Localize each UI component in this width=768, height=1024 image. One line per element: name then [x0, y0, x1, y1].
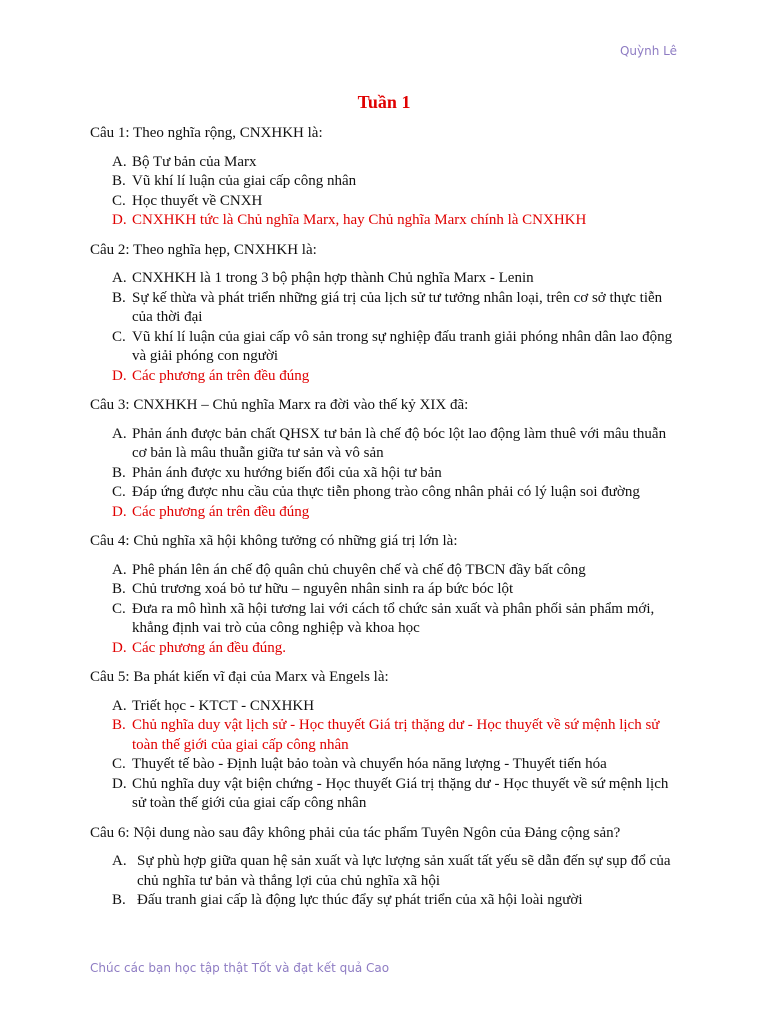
page-title: Tuần 1 [357, 92, 411, 112]
option-q4-d: D. Các phương án đều đúng. [112, 639, 286, 656]
question-2: Câu 2: Theo nghĩa hẹp, CNXHKH là: [90, 241, 317, 258]
footer-note: Chúc các bạn học tập thật Tốt và đạt kết quả Cao [90, 961, 390, 975]
question-6: Câu 6: Nội dung nào sau đây không phải của tác phẩm Tuyên Ngôn của Đảng cộng sản? [90, 824, 621, 841]
options-q4 [90, 561, 680, 659]
question-1: Câu 1: Theo nghĩa rộng, CNXHKH là: [90, 125, 323, 141]
option-q3-b: B. Phản ánh được xu hướng biến đổi của xã hội tư bản [112, 464, 442, 481]
option-q2-b: B. Sự kế thừa và phát triển những giá trị của lịch sử tư tưởng nhân loại, trên cơ sở thực tiễn của thời đại [112, 289, 663, 325]
option-q2-d: D. Các phương án trên đều đúng [112, 367, 310, 384]
option-q1-b: B. Vũ khí lí luận của giai cấp công nhân [112, 173, 357, 189]
option-q5-d: D. Chủ nghĩa duy vật biện chứng - Học thuyết Giá trị thặng dư - Học thuyết về sứ mệnh lịch sử toàn thế giới của giai cấp công nhân [112, 775, 669, 811]
options-q2 [90, 269, 680, 386]
options-q6 [90, 852, 680, 911]
option-q5-a: A. Triết học - KTCT - CNXHKH [112, 697, 315, 714]
option-q1-d: D. CNXHKH tức là Chủ nghĩa Marx, hay Chủ nghĩa Marx chính là CNXHKH [112, 212, 587, 228]
question-3: Câu 3: CNXHKH – Chủ nghĩa Marx ra đời vào thế kỷ XIX đã: [90, 397, 469, 413]
question-5: Câu 5: Ba phát kiến vĩ đại của Marx và Engels là: [90, 669, 389, 685]
option-q6-a: A. Sự phù hợp giữa quan hệ sản xuất và lực lượng sản xuất tất yếu sẽ dẫn đến sự sụp đổ của chủ nghĩa tư bản và thắng lợi của chủ nghĩa xã hội [112, 853, 671, 889]
option-q3-a: A. Phản ánh được bản chất QHSX tư bản là chế độ bóc lột lao động làm thuê với mâu thuẫn cơ bản là mâu thuẫn giữa tư sản và vô sản [112, 425, 667, 461]
option-q3-d: D. Các phương án trên đều đúng [112, 503, 310, 520]
option-q2-c: C. Vũ khí lí luận của giai cấp vô sản trong sự nghiệp đấu tranh giải phóng nhân dân lao động và giải phóng con người [112, 328, 673, 364]
option-q4-a: A. Phê phán lên án chế độ quân chủ chuyên chế và chế độ TBCN đầy bất công [112, 561, 586, 578]
options-q1 [90, 153, 680, 231]
option-q6-b: B. Đấu tranh giai cấp là động lực thúc đẩy sự phát triển của xã hội loài người [112, 892, 583, 908]
header-author: Quỳnh Lê [619, 44, 677, 58]
question-4: Câu 4: Chủ nghĩa xã hội không tưởng có những giá trị lớn là: [90, 533, 458, 549]
options-q5 [90, 697, 680, 814]
options-q3 [90, 425, 680, 523]
option-q4-b: B. Chủ trương xoá bỏ tư hữu – nguyên nhân sinh ra áp bức bóc lột [112, 581, 514, 597]
option-q3-c: C. Đáp ứng được nhu cầu của thực tiễn phong trào công nhân phải có lý luận soi đường [112, 484, 640, 500]
option-q2-a: A. CNXHKH là 1 trong 3 bộ phận hợp thành Chủ nghĩa Marx - Lenin [112, 270, 534, 286]
option-q4-c: C. Đưa ra mô hình xã hội tương lai với cách tổ chức sản xuất và phân phối sản phẩm mới, khẳng định vai trò của công nghiệp và khoa học [112, 600, 655, 636]
option-q1-c: C. Học thuyết về CNXH [112, 192, 263, 209]
option-q5-c: C. Thuyết tế bào - Định luật bảo toàn và chuyển hóa năng lượng - Thuyết tiến hóa [112, 756, 607, 772]
quiz-content [90, 124, 680, 921]
option-q5-b: B. Chủ nghĩa duy vật lịch sử - Học thuyết Giá trị thặng dư - Học thuyết về sứ mệnh lịch sử toàn thế giới của giai cấp công nhân [112, 717, 660, 753]
option-q1-a: A. Bộ Tư bản của Marx [112, 153, 257, 170]
